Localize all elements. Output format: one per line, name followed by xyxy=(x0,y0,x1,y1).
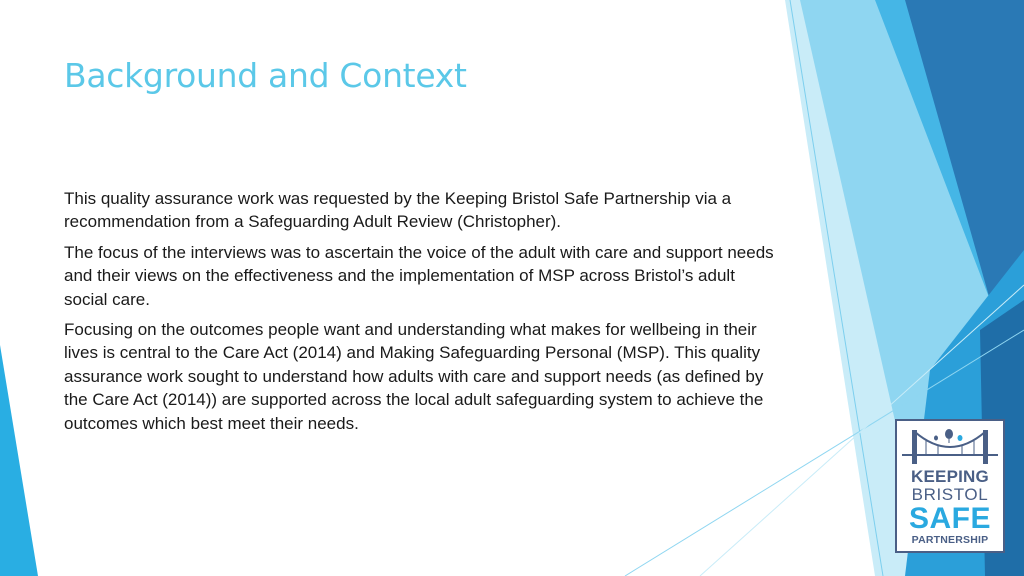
logo-text-keeping: KEEPING xyxy=(911,467,989,486)
paragraph-2: The focus of the interviews was to ascertain the voice of the adult with care and support needs and their views on the effectiveness and the implementation of MSP across Bristol’s adult social care. xyxy=(64,242,774,309)
bridge-balloon-icon xyxy=(902,424,998,468)
logo-text-safe: SAFE xyxy=(908,502,991,535)
logo-text-partnership: PARTNERSHIP xyxy=(911,534,989,546)
left-accent-shape xyxy=(0,345,38,576)
logo-text-bristol: BRISTOL xyxy=(911,485,989,504)
body-text xyxy=(64,187,780,442)
paragraph-1: This quality assurance work was requested by the Keeping Bristol Safe Partnership via a recommendation from a Safeguarding Adult Review (Christopher). xyxy=(64,189,732,232)
kbsp-logo xyxy=(895,419,1005,553)
paragraph-3: Focusing on the outcomes people want and understanding what makes for wellbeing in their lives is central to the Care Act (2014) and Making Safeguarding Personal (MSP). This quality assurance work sought to understand how adults with care and support needs (as defined by the Care Act (2014)) are supported across the local adult safeguarding system to achieve the outcomes which best meet their needs. xyxy=(64,320,764,433)
slide-title: Background and Context xyxy=(64,56,467,95)
